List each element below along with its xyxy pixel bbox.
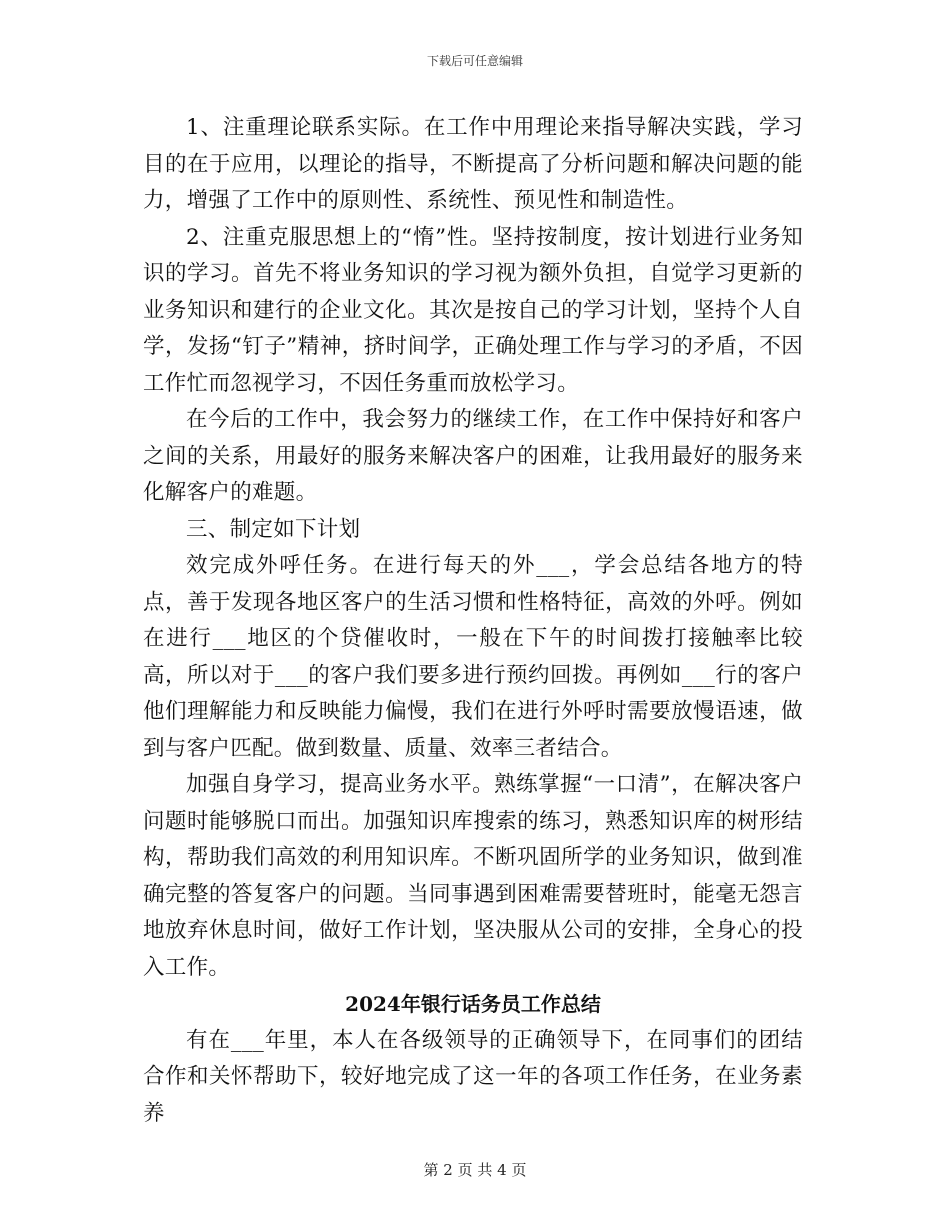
page-header: 下载后可任意编辑 xyxy=(426,54,523,68)
paragraph-self-study: 加强自身学习，提高业务水平。熟练掌握“一口清”，在解决客户问题时能够脱口而出。加强知识库搜索的练习，熟悉知识库的树形结构，帮助我们高效的利用知识库。不断巩固所学的业务知识，做到准确完整的答复客户的问题。当同事遇到困难需要替班时，能毫无怨言地放弃休息时间，做好工作计划，坚决服从公司的安排，全身心的投入工作。 xyxy=(143,772,803,980)
paragraph-overcome-laziness: 2、注重克服思想上的“惰”性。坚持按制度，按计划进行业务知识的学习。首先不将业务知识的学习视为额外负担，自觉学习更新的业务知识和建行的企业文化。其次是按自己的学习计划，坚持个人自学，发扬“钉子”精神，挤时间学，正确处理工作与学习的矛盾，不因工作忙而忽视学习，不因任务重而放松学习。 xyxy=(143,224,803,396)
paragraph-future-work: 在今后的工作中，我会努力的继续工作，在工作中保持好和客户之间的关系，用最好的服务来解决客户的困难，让我用最好的服务来化解客户的难题。 xyxy=(143,407,803,505)
page-footer: 第 2 页 共 4 页 xyxy=(423,1161,527,1179)
paragraph-summary-intro: 有在___年里，本人在各级领导的正确领导下，在同事们的团结合作和关怀帮助下，较好地完成了这一年的各项工作任务，在业务素养 xyxy=(143,1027,803,1126)
paragraph-theory-practice: 1、注重理论联系实际。在工作中用理论来指导解决实践，学习目的在于应用，以理论的指导，不断提高了分析问题和解决问题的能力，增强了工作中的原则性、系统性、预见性和制造性。 xyxy=(143,115,803,213)
paragraph-outbound-calls: 效完成外呼任务。在进行每天的外___，学会总结各地方的特点，善于发现各地区客户的生活习惯和性格特征，高效的外呼。例如在进行___地区的个贷催收时，一般在下午的时间拨打接触率比较高，所以对于___的客户我们要多进行预约回拨。再例如___行的客户他们理解能力和反映能力偏慢，我们在进行外呼时需要放慢语速，做到与客户匹配。做到数量、质量、效率三者结合。 xyxy=(143,553,803,761)
document-body xyxy=(143,110,803,1132)
section-title: 2024年银行话务员工作总结 xyxy=(345,992,601,1016)
paragraph-plan-heading: 三、制定如下计划 xyxy=(186,516,361,542)
